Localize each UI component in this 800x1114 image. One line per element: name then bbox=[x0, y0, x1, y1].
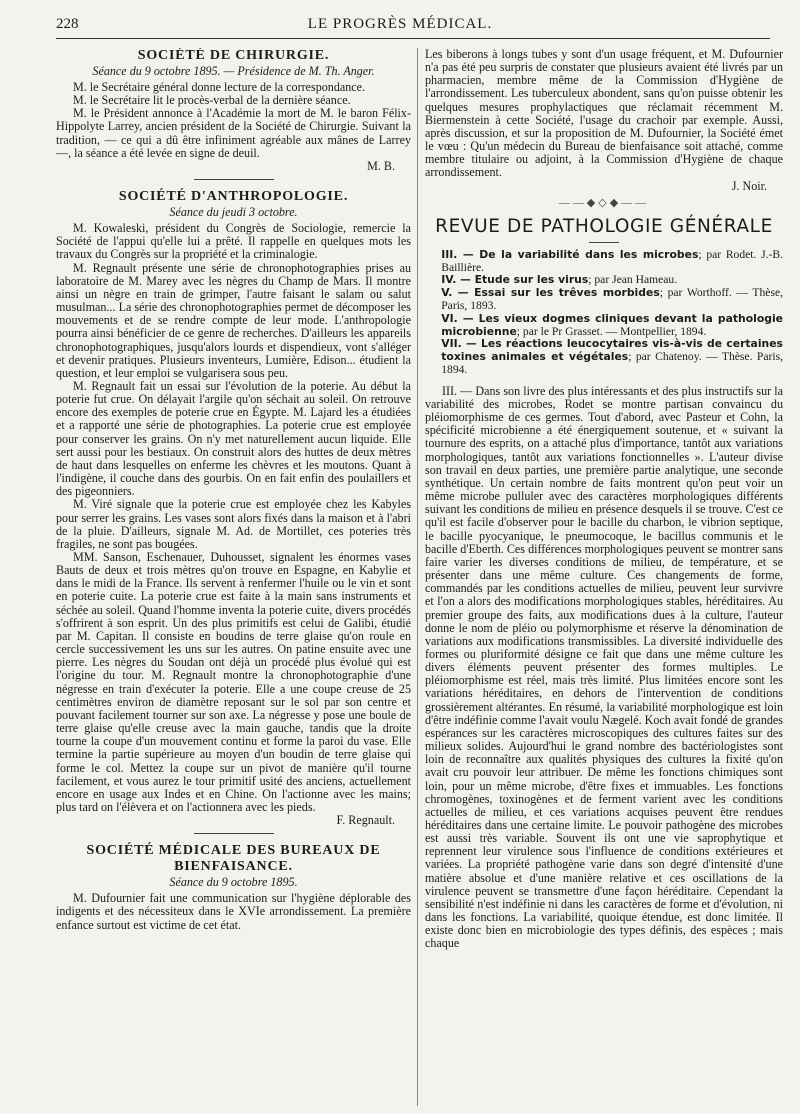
journal-title: LE PROGRÈS MÉDICAL. bbox=[307, 16, 493, 32]
session-line: Séance du jeudi 3 octobre. bbox=[169, 205, 298, 220]
section-title: SOCIÉTÉ D'ANTHROPOLOGIE. bbox=[118, 189, 349, 205]
header-rule bbox=[56, 38, 770, 39]
paragraph: M. le Secrétaire lit le procès-verbal de la dernière séance. bbox=[72, 93, 351, 108]
section-bienfaisance-continued bbox=[425, 48, 783, 193]
signature: J. Noir. bbox=[731, 178, 767, 193]
section-title: SOCIÉTÉ DE CHIRURGIE. bbox=[137, 48, 330, 63]
paragraph: III. — Dans son livre des plus intéressants et des plus instructifs sur la variabilité des microbes, Rodet se montre partisan convaincu du pléiomorphisme de ces germes. Tout d'abord, avec Pasteur et Cohn, la spécificité microbienne a été énergiquement soutenue, et « suivant la tournure des esprits, on a attaché plus d'importance, tantôt aux variations morphologiques, tantôt aux variations fonctionnelles ». L'auteur divise son travail en deux parties, une première partie analytique, une seconde synthétique. Un certain nombre de faits montrent qu'on peut voir un même microbe pulluler avec des caractères morphologiques différents suivant les conditions de milieu en présence desquels il se trouve. C'est ce qu'il est facile d'observer pour le bacille du charbon, le vibrion septique, le bacille pyocyanique, le pneumocoque, le bacillus communis et le bacille d'Eberth. Ces différences morphologiques peuvent se montrer sans faire varier les diverses conditions de milieu, de température, et se présenter dans une même culture. Ces changements de forme, commandés par les conditions actuelles de milieu, peuvent leur survivre et l'on a alors des modifications morphologiques stables, héréditaires. Au premier groupe des faits, aux modifications dues à la culture, l'auteur donne le nom de pléio ou polymorphisme et réserve la dénomination de variations aux modifications transmissibles. La diversité individuelle des formes ou pluriformité désigne ce fait que dans une même culture les divers éléments peuvent présenter des formes multiples. Le pléiomorphisme est réel, mais très limité. Plus limitées encore sont les variations héréditaires, en dehors de l'intervention de conditions grossièrement altérantes. En résumé, la variabilité morphologique est loin d'être indéfinie comme l'avait voulu Nægelé. Koch avait fondé de grandes espérances sur les caractères microscopiques des cultures faites sur des milieux solides. Aujourd'hui le grand nombre des bactériologistes sont loin de reconnaître aux qualités physiques des cultures la fixité qu'on avait cru pouvoir leur attribuer. De même les fonctions chimiques sont loin, pour un même microbe, d'être fixes et immuables. Les fonctions chromogènes, toxinogènes et de ferment varient avec les conditions actuelles de milieu, et ces variations acquises peuvent être rendues héréditaires dans une certaine limite. Le pouvoir pathogène des microbes est aussi très variable. Souvent ils ont une vie saprophytique et reprennent leur virulence sous l'influence de conditions extérieures et variées. La propriété pathogène varie dans son degré d'intensité d'une matière absolue et d'une manière relative et ces oscillations de la virulence peuvent se transmettre d'une façon héréditaire. Cependant la sensibilité n'est indéfinie ni dans les caractères de forme et d'évolution, ni dans les fonctions. La variabilité, quoique étendue, est donc limitée. Il existe donc bien en microbiologie des types définis, des espèces ; mais chaque bbox=[425, 383, 783, 951]
session-line: Séance du 9 octobre 1895. bbox=[169, 875, 298, 890]
reference-item: V. — Essai sur les trêves morbides; par Worthoff. — Thèse, Paris, 1893. bbox=[441, 286, 783, 313]
reference-item: VI. — Les vieux dogmes cliniques devant la pathologie microbienne; par le Pr Grasset. — Montpellier, 1894. bbox=[441, 311, 783, 338]
reference-list bbox=[425, 249, 783, 377]
session-line: Séance du 9 octobre 1895. — Présidence de M. Th. Anger. bbox=[92, 64, 375, 78]
paragraph: M. Kowaleski, président du Congrès de Sociologie, remercie la Société de l'appui qu'elle lui a prêté. Il rappelle en quelques mots les travaux du Congrès sur la propriété et la criminalogie. bbox=[56, 221, 411, 262]
paragraph: M. le Président annonce à l'Académie la mort de M. le baron Félix-Hippolyte Larrey, ancien président de la Société de Chirurgie. Suivant la tradition, — ce qui a dû être infiniment agréable aux mânes de Larrey —, la séance a été levée en signe de deuil. bbox=[56, 106, 411, 160]
paragraph: M. Dufournier fait une communication sur l'hygiène déplorable des indigents et des nécessiteux dans le XVIe arrondissement. La première enfance surtout est victime de cet état. bbox=[56, 891, 411, 932]
page-number: 228 bbox=[56, 16, 79, 32]
paragraph: M. Regnault présente une série de chronophotographies prises au laboratoire de M. Marey avec les nègres du Champ de Mars. Il montre ainsi un nègre en train de grimper, l'autre faisant le salam ou salut musulman... La série des chronophotographies permet de décomposer les mouvements et de se rendre compte de leur mode. L'anthropologie pourra ainsi bénéficier de ce genre de recherches. D'ailleurs les appareils chronophotographiques, jusqu'alors lourds et dispendieux, vont s'alléger et devenir pratiques. Plusieurs inventeurs, Lumière, Edison... étudient la question, et leur emploi se vulgarisera sous peu. bbox=[56, 260, 411, 380]
running-head bbox=[0, 16, 800, 40]
revue-title: REVUE DE PATHOLOGIE GÉNÉRALE bbox=[435, 215, 773, 237]
right-column bbox=[425, 48, 783, 1108]
reference-item: VII. — Les réactions leucocytaires vis-à-vis de certaines toxines animales et végétales; par Chatenoy. — Thèse. Paris, 1894. bbox=[441, 337, 783, 377]
section-bienfaisance bbox=[56, 843, 411, 931]
section-title: SOCIÉTÉ MÉDICALE DES BUREAUX DE BIENFAISANCE. bbox=[86, 843, 381, 875]
column-divider bbox=[417, 48, 418, 1106]
left-column bbox=[56, 48, 411, 1108]
paragraph: M. le Secrétaire général donne lecture de la correspondance. bbox=[72, 80, 366, 94]
paragraph: MM. Sanson, Eschenauer, Duhousset, signalent les énormes vases Bauts de deux et trois mètres qu'on trouve en Espagne, en Kabylie et dans le midi de la France. Ils servent à renfermer l'huile ou le vin et sont en poterie cuite. La poterie crue est faite à la main sans instruments et séchée au soleil. Quand l'homme inventa la poterie cuite, divers procédés s'offrirent à son esprit. Un des plus primitifs est celui de Galibi, étudié par M. Capitan. Il consiste en boudins de terre glaise qu'on roule en cercle successivement les uns sur les autres. On patine ensuite avec une pierre. Les nègres du Soudan ont déjà un procédé plus évolué qui est l'origine du tour. M. Regnault montre la chronophotographie d'une négresse en train d'exécuter la poterie. Elle a une coupe creuse de 25 centimètres environ de diamètre reposant sur le sol par son centre et pouvant facilement tourner sur son axe. La négresse y pose une boule de terre glaise qu'elle creuse avec la main gauche, tandis que la droite tourne la coupe d'un mouvement continu et forme la paroi du vase. Elle termine la partie supérieure au moyen d'un boudin de terre glaise qui forme le col. Mettez la coupe sur un pivot de manière qu'il tourne facilement, et vous aurez le tour primitif usité des anciens, actuellement encore en usage aux Indes et en Chine. On l'actionne avec les mains; plus tard on l'élèvera et on l'actionnera avec les pieds. bbox=[56, 550, 411, 814]
title-rule bbox=[589, 242, 619, 243]
paragraph: Les biberons à longs tubes y sont d'un usage fréquent, et M. Dufournier n'a pas été peu surpris de constater que plusieurs avaient été livrés par un pharmacien, membre même de la Commission d'Hygiène de l'arrondissement. Les tuberculeux abondent, sans qu'on puisse obtenir les quelques mesures prophylactiques que réclamait récemment M. Biermenstein à cette Société, l'usage du crachoir par exemple. Aussi, après discussion, et sur la proposition de M. Dufournier, la Société émet le vœu : Qu'un médecin du Bureau de bienfaisance soit attaché, comme membre titulaire ou adjoint, à la Commission d'Hygiène de chaque arrondissement. bbox=[425, 48, 783, 180]
ornament-divider: ——◆◇◆—— bbox=[558, 196, 650, 209]
section-revue bbox=[425, 216, 783, 951]
paragraph: M. Regnault fait un essai sur l'évolution de la poterie. Au début la poterie fut crue. On délayait l'argile qu'on séchait au soleil. On retrouve encore des exemples de poterie crue en Égypte. M. Lajard les a étudiées et a rapporté une série de photographies. La poterie crue est employée pour conserver les grains. On n'y met naturellement aucun liquide. Elle sert aussi pour les bestiaux. On construit alors des huttes de deux mètres de haut dans lesquelles on enferme les chèvres et les moutons. Quant à l'indigène, il couche dans des gourbis. On en fait enfin des poulaillers et des pigeonniers. bbox=[56, 378, 411, 499]
section-divider bbox=[194, 179, 274, 180]
paragraph: M. Viré signale que la poterie crue est employée chez les Kabyles pour serrer les grains. Les vases sont alors fixés dans la maison et à l'abri de la pluie. D'ailleurs, signale M. Ad. de Mortillet, ces poteries très fragiles, ne sont pas bougées. bbox=[56, 497, 411, 551]
section-chirurgie bbox=[56, 48, 411, 173]
reference-item: III. — De la variabilité dans les microbes; par Rodet. J.-B. Baillière. bbox=[441, 247, 783, 274]
section-anthropologie bbox=[56, 189, 411, 827]
reference-item: IV. — Etude sur les virus; par Jean Hameau. bbox=[441, 273, 678, 287]
signature: M. B. bbox=[367, 158, 395, 173]
signature: F. Regnault. bbox=[336, 813, 395, 828]
section-divider bbox=[194, 833, 274, 834]
